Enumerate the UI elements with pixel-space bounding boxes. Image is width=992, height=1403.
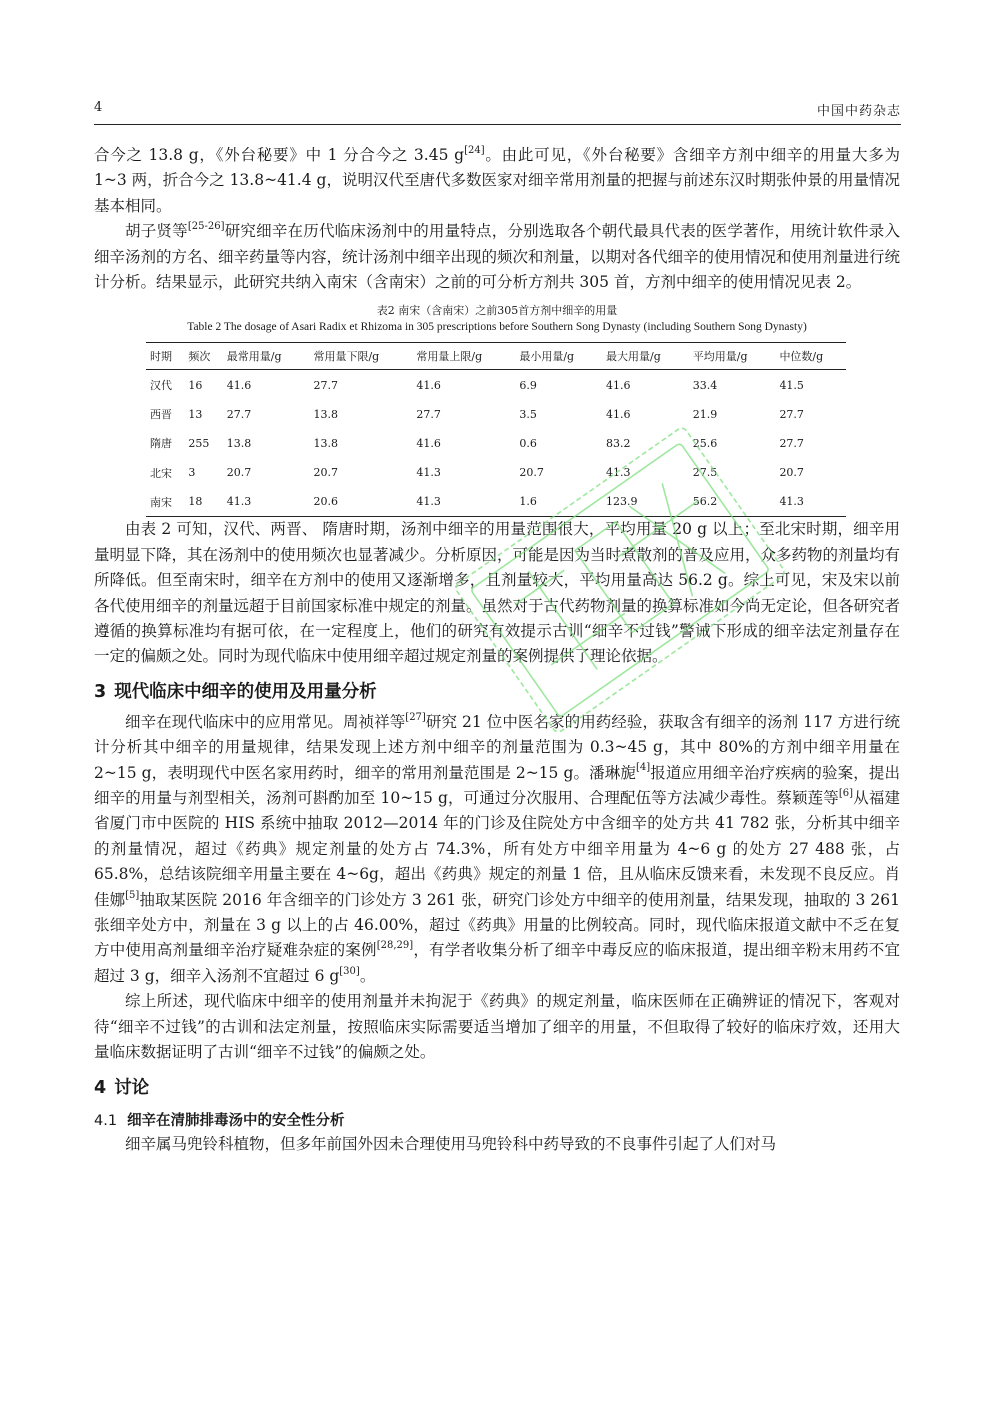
table-caption xyxy=(94,302,900,336)
table-cell: 255 xyxy=(188,436,210,450)
table-cell: 27.5 xyxy=(692,466,718,480)
table-row xyxy=(146,487,846,517)
table-cell: 13.8 xyxy=(226,436,252,450)
table-cell: 20.7 xyxy=(226,466,252,480)
table-cell: 41.6 xyxy=(606,407,631,421)
table-cell: 41.6 xyxy=(226,378,252,392)
table-cell: 41.6 xyxy=(606,378,631,392)
table-cell: 20.7 xyxy=(519,466,544,480)
table-cell: 20.6 xyxy=(309,487,412,517)
table-cell: 41.3 xyxy=(775,487,846,517)
table-cell: 13.8 xyxy=(313,436,338,450)
paragraph-hu-zixian: 胡子贤等[25-26]研究细辛在历代临床汤剂中的用量特点，分别选取各个朝代最具代表的医学著作，用统计软件录入细辛汤剂的方名、细辛药量等内容，统计汤剂中细辛出现的频次和剂量，以期对各代细辛的使用情况和使用剂量进行统计分析。结果显示，此研究共纳入南宋（含南宋）之前的可分析方剂共 305 首，方剂中细辛的使用情况见表 2。 xyxy=(94,221,901,292)
article-body xyxy=(94,143,900,1157)
table-cell: 6.9 xyxy=(519,378,537,392)
table-cell: 1.6 xyxy=(515,487,602,517)
col-header-period: 时期 xyxy=(146,343,184,370)
table-cell: 3.5 xyxy=(519,407,537,421)
table-cell: 27.7 xyxy=(226,407,252,421)
table-cell: 25.6 xyxy=(692,436,718,450)
table-row xyxy=(146,458,846,487)
citation-ref[interactable]: [27] xyxy=(405,711,426,723)
citation-ref[interactable]: [4] xyxy=(635,762,651,774)
col-header-mean: 平均用量/g xyxy=(689,343,776,370)
col-header-max: 最大用量/g xyxy=(602,343,689,370)
table-cell: 21.9 xyxy=(692,407,718,421)
subsection-heading-4-1: 4.1 细辛在清肺排毒汤中的安全性分析 xyxy=(94,1112,345,1129)
table-cell: 隋唐 xyxy=(150,437,172,451)
table-cell: 20.7 xyxy=(779,466,804,480)
table-header-row xyxy=(146,343,846,370)
table-cell: 3 xyxy=(188,466,196,480)
table-cell: 13.8 xyxy=(313,407,338,421)
paragraph-modern-clinical: 细辛在现代临床中的应用常见。周祯祥等[27]研究 21 位中医名家的用药经验，获取含有细辛的汤剂 117 方进行统计分析其中细辛的用量规律，结果发现上述方剂中细辛的剂量范围为 0.3~45 g，其中 80%的方剂中细辛用量在 2~15 g，表明现代中医名家用药时，细辛的常用剂量范围是 2~15 g。潘琳旎[4]报道应用细辛治疗疾病的验案，提出细辛的用量与剂型相关，汤剂可斟酌加至 10~15 g，可通过分次服用、合理配伍等方法减少毒性。蔡颖莲等[6]从福建省厦门市中医院的 HIS 系统中抽取 2012—2014 年的门诊及住院处方中含细辛的处方共 41 782 张，分析其中细辛的剂量情况，超过《药典》规定剂量的处方占 74.3%，所有处方中细辛用量为 4~6 g 的处方 27 488 张，占 65.8%，总结该院细辛用量主要在 4~6g，超出《药典》规定的剂量 1 倍，且从临床反馈来看，未发现不良反应。肖佳娜[5]抽取某医院 2016 年含细辛的门诊处方 3 261 张，研究门诊处方中细辛的使用剂量，结果发现，抽取的 3 261 张细辛处方中，剂量在 3 g 以上的占 46.00%，超过《药典》用量的比例较高。同时，现代临床报道文献中不乏在复方中使用高剂量细辛治疗疑难杂症的案例[28,29]，有学者收集分析了细辛中毒反应的临床报道，提出细辛粉末用药不宜超过 3 g，细辛入汤剂不宜超过 6 g[30]。 xyxy=(94,711,900,985)
section-heading-3: 3 现代临床中细辛的使用及用量分析 xyxy=(94,681,377,702)
col-header-min: 最小用量/g xyxy=(515,343,602,370)
table-cell: 56.2 xyxy=(689,487,776,517)
table-cell: 0.6 xyxy=(519,436,537,450)
paragraph-safety: 细辛属马兜铃科植物，但多年前国外因未合理使用马兜铃科中药导致的不良事件引起了人们对马 xyxy=(125,1134,777,1153)
table-cell: 41.3 xyxy=(412,487,515,517)
citation-ref[interactable]: [28,29] xyxy=(376,940,414,952)
table-cell: 北宋 xyxy=(150,466,172,480)
table-cell: 13 xyxy=(188,407,203,421)
table-cell: 41.6 xyxy=(416,436,441,450)
table-cell: 16 xyxy=(188,378,203,392)
journal-name: 中国中药杂志 xyxy=(816,104,901,119)
table-cell: 20.7 xyxy=(313,466,338,480)
table-cell: 83.2 xyxy=(606,436,631,450)
table-cell: 41.6 xyxy=(416,378,441,392)
table-cell: 27.7 xyxy=(313,378,338,392)
table-row xyxy=(146,429,846,458)
table-cell: 西晋 xyxy=(150,408,172,422)
citation-ref[interactable]: [25-26] xyxy=(187,221,225,233)
table-cell: 27.7 xyxy=(779,436,804,450)
table-cell: 41.5 xyxy=(779,378,804,392)
col-header-most-common: 最常用量/g xyxy=(223,343,310,370)
col-header-upper-limit: 常用量上限/g xyxy=(412,343,515,370)
running-header xyxy=(94,98,901,125)
section-heading-4: 4 讨论 xyxy=(94,1077,150,1098)
citation-ref[interactable]: [6] xyxy=(838,787,854,799)
col-header-median: 中位数/g xyxy=(775,343,846,370)
col-header-lower-limit: 常用量下限/g xyxy=(309,343,412,370)
paragraph-summary: 综上所述，现代临床中细辛的使用剂量并未拘泥于《药典》的规定剂量，临床医师在正确辨证的情况下，客观对待“细辛不过钱”的古训和法定剂量，按照临床实际需要适当增加了细辛的用量，不但取得了较好的临床疗效，还用大量临床数据证明了古训“细辛不过钱”的偏颇之处。 xyxy=(94,992,900,1062)
table-caption-zh: 表2 南宋（含南宋）之前305首方剂中细辛的用量 xyxy=(376,304,618,318)
table-cell: 27.7 xyxy=(416,407,441,421)
table-cell: 南宋 xyxy=(146,487,184,517)
table-cell: 33.4 xyxy=(692,378,718,392)
citation-ref[interactable]: [30] xyxy=(339,965,360,977)
table-cell: 汉代 xyxy=(150,379,172,393)
table-cell: 41.3 xyxy=(223,487,310,517)
table-caption-en: Table 2 The dosage of Asari Radix et Rhizoma in 305 prescriptions before Southern Song Dynasty (including Southern Song Dynasty) xyxy=(187,321,807,334)
paragraph-table-analysis: 由表 2 可知，汉代、两晋、 隋唐时期，汤剂中细辛的用量范围很大，平均用量 20 g 以上；至北宋时期，细辛用量明显下降，其在汤剂中的使用频次也显著减少。分析原因，可能是因为当时煮散剂的普及应用，众多药物的剂量均有所降低。但至南宋时，细辛在方剂中的使用又逐渐增多，且剂量较大，平均用量高达 56.2 g。综上可见，宋及宋以前各代使用细辛的剂量远超于目前国家标准中规定的剂量。虽然对于古代药物剂量的换算标准如今尚无定论，但各研究者遵循的换算标准均有据可依，在一定程度上，他们的研究有效提示古训“细辛不过钱”警诫下形成的细辛法定剂量存在一定的偏颇之处。同时为现代临床中使用细辛超过规定剂量的案例提供了理论依据。 xyxy=(94,520,901,666)
table-cell: 41.3 xyxy=(416,466,441,480)
table-cell: 27.7 xyxy=(779,407,804,421)
dosage-table xyxy=(146,342,846,517)
table-cell: 18 xyxy=(184,487,222,517)
table-row xyxy=(146,370,846,400)
citation-ref[interactable]: [5] xyxy=(125,889,140,901)
citation-ref[interactable]: [24] xyxy=(464,144,485,156)
table-row xyxy=(146,400,846,429)
col-header-frequency: 频次 xyxy=(184,343,222,370)
table-cell: 123.9 xyxy=(602,487,689,517)
paragraph-continued: 合今之 13.8 g，《外台秘要》中 1 分合今之 3.45 g[24]。由此可见，《外台秘要》含细辛方剂中细辛的用量大多为 1~3 两，折合今之 13.8~41.4 g，说明汉代至唐代多数医家对细辛常用剂量的把握与前述东汉时期张仲景的用量情况基本相同。 xyxy=(94,144,900,215)
table-cell: 41.3 xyxy=(606,466,631,480)
page-number: 4 xyxy=(94,100,103,115)
